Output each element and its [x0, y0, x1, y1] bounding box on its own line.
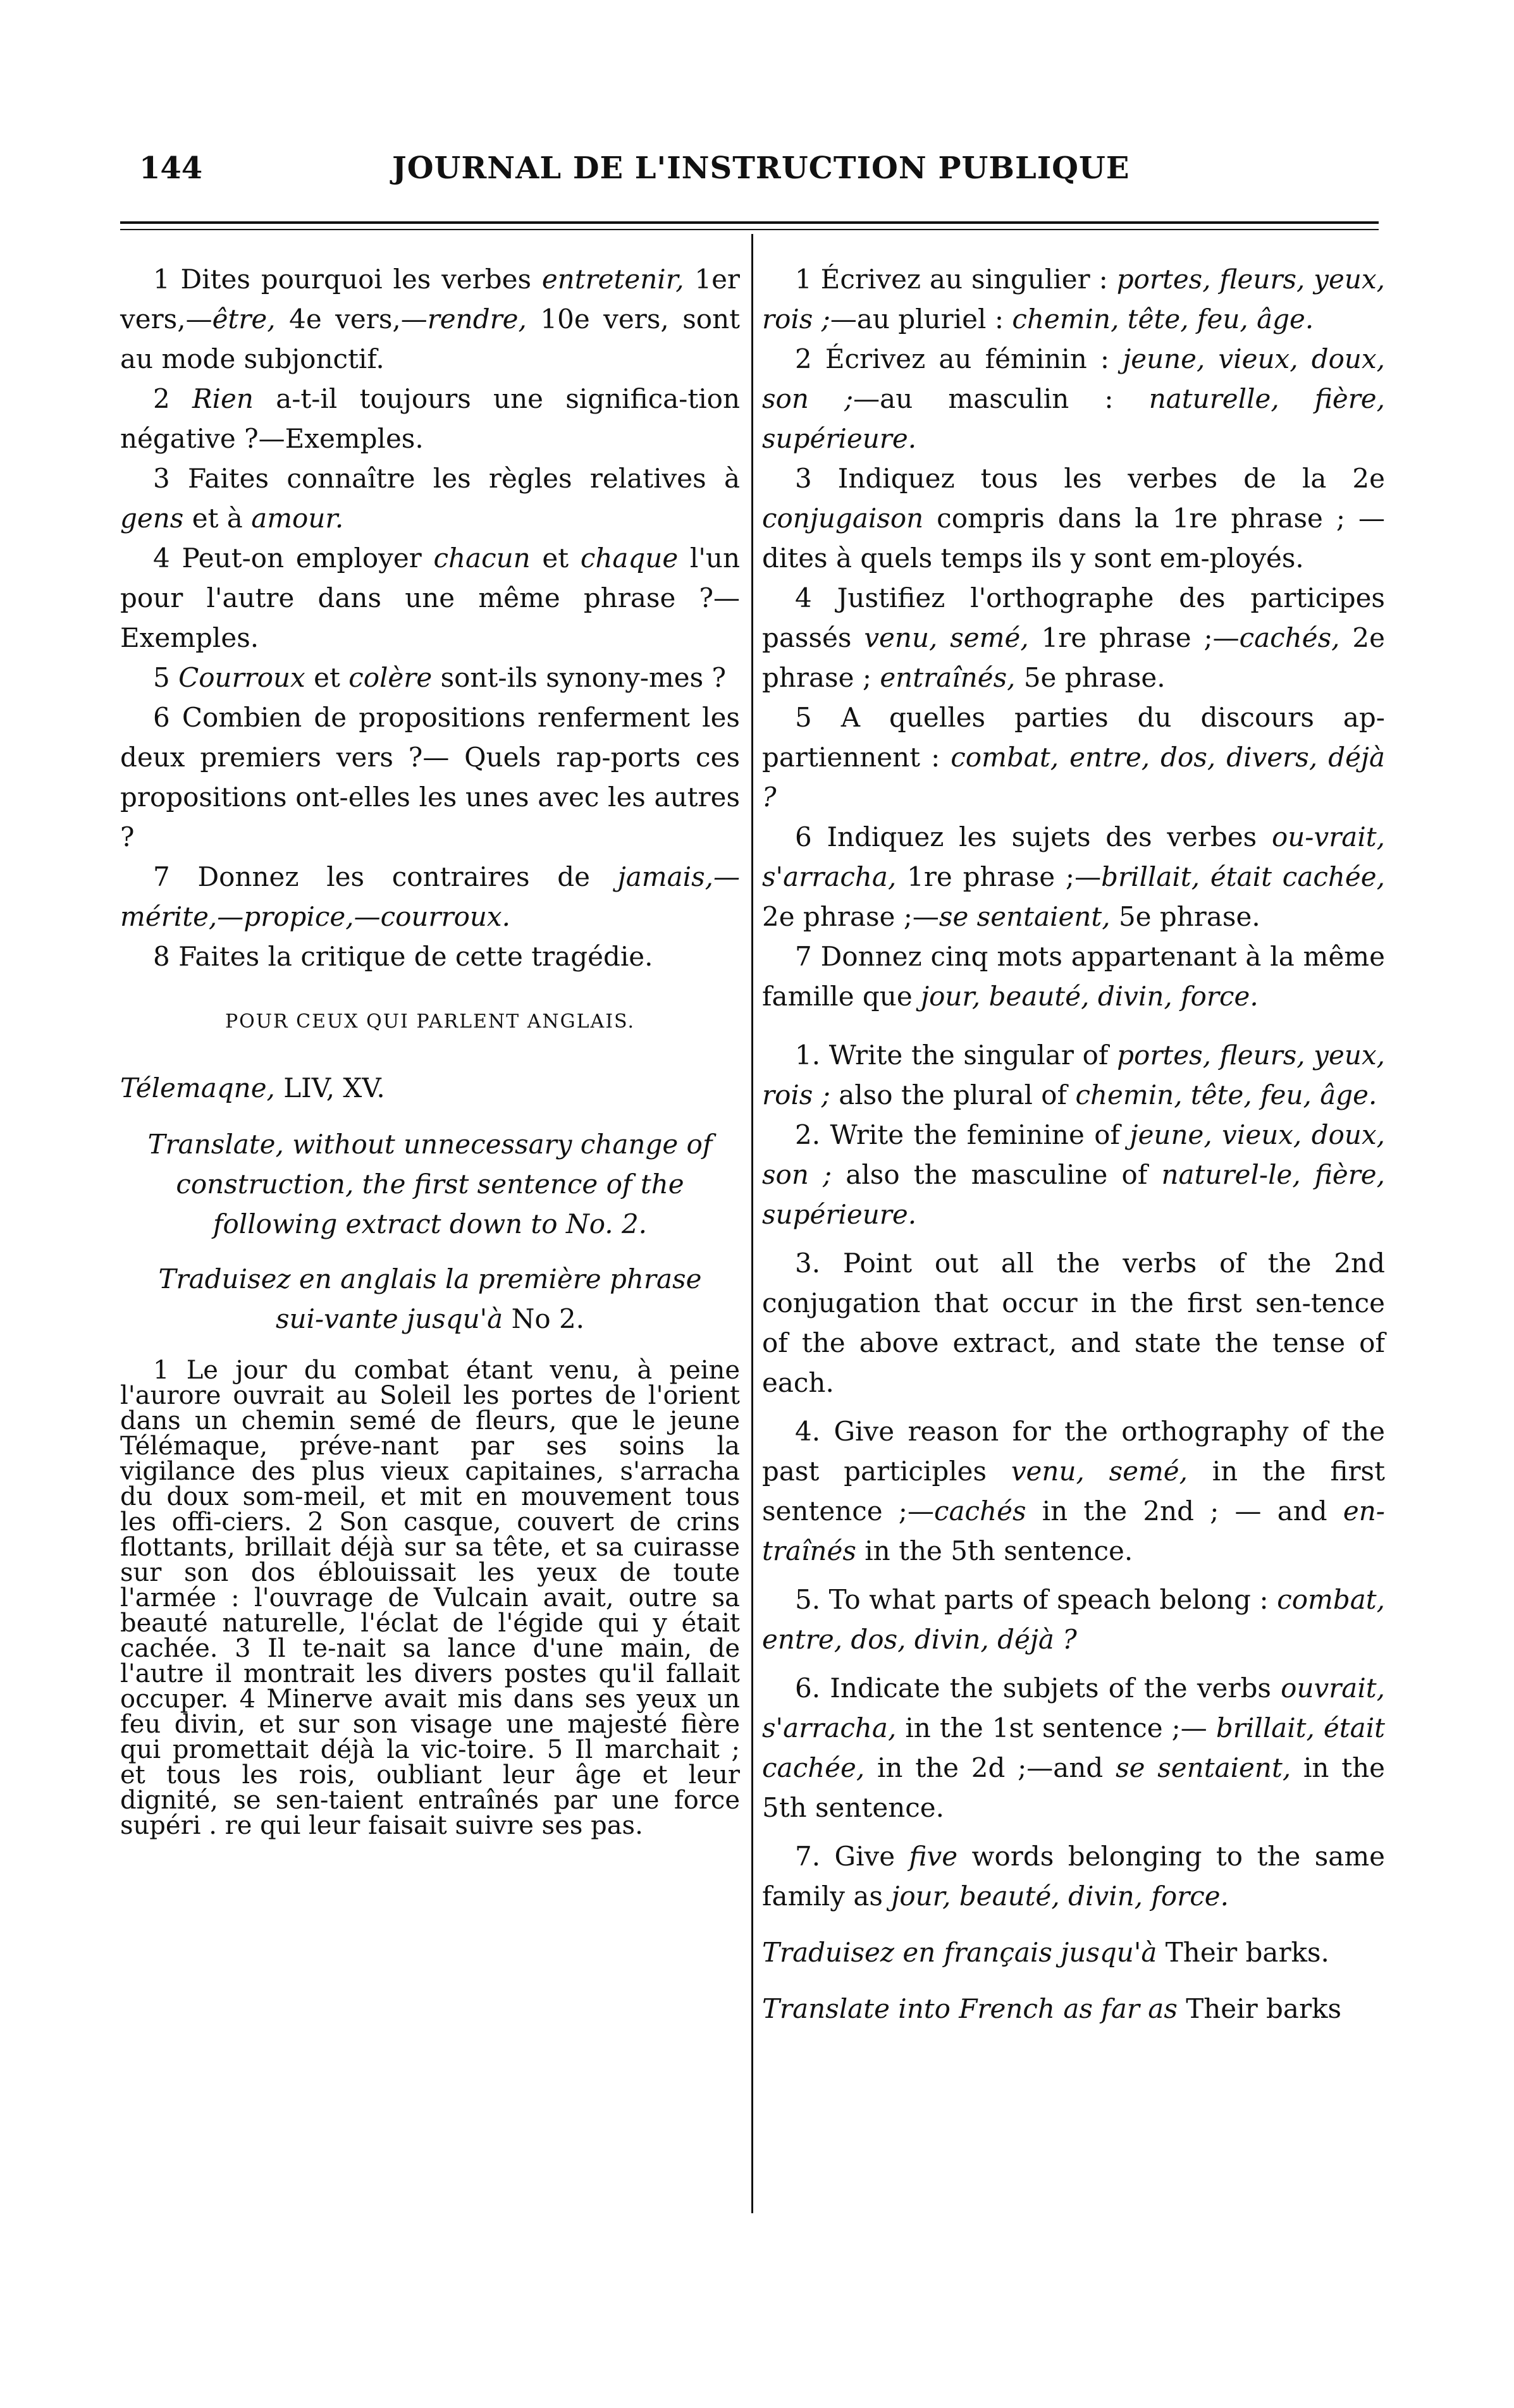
- question-7: 7 Donnez les contraires de jamais,—mérite,—propice,—courroux.: [120, 861, 740, 932]
- question-5: 5 Courroux et colère sont-ils synony-mes ?: [153, 662, 726, 693]
- english-question-4: 4. Give reason for the orthography of the past participles venu, semé, in the first sentence ;—cachés in the 2nd ; — and en-traînés in the 5th sentence.: [762, 1416, 1385, 1566]
- column-divider: [751, 234, 753, 2213]
- page-header: [114, 145, 1366, 202]
- english-question-6: 6. Indicate the subjets of the verbs ouvrait, s'arracha, in the 1st sentence ;— brillait, était cachée, in the 2d ;—and se sentaient, in the 5th sentence.: [762, 1673, 1386, 1823]
- question-8: 8 Faites la critique de cette tragédie.: [153, 941, 653, 972]
- english-question-5: 5. To what parts of speach belong : combat, entre, dos, divin, déjà ?: [762, 1584, 1385, 1655]
- translate-instruction-en: Translate, without unnecessary change of construction, the first sentence of the following extract down to No. 2.: [147, 1129, 713, 1239]
- french-question-7: 7 Donnez cinq mots appartenant à la même famille que jour, beauté, divin, force.: [762, 941, 1385, 1012]
- question-1: 1 Dites pourquoi les verbes entretenir, 1er vers,—être, 4e vers,—rendre, 10e vers, sont au mode subjonctif.: [120, 264, 740, 374]
- translate-to-french-fr: Traduisez en français jusqu'à Their barks.: [762, 1937, 1329, 1968]
- header-rule: [120, 221, 1379, 224]
- english-question-7: 7. Give five words belonging to the same family as jour, beauté, divin, force.: [762, 1841, 1385, 1912]
- spacer: [762, 1234, 1385, 1243]
- french-question-4: 4 Justifiez l'orthographe des participes passés venu, semé, 1re phrase ;—cachés, 2e phrase ; entraînés, 5e phrase.: [762, 582, 1385, 693]
- english-question-1: 1. Write the singular of portes, fleurs, yeux, rois ; also the plural of chemin, tête, feu, âge.: [762, 1040, 1385, 1110]
- spacer: [762, 1828, 1385, 1836]
- telemaque-reference: Télemaqne, LIV, XV.: [120, 1072, 385, 1103]
- french-question-1: 1 Écrivez au singulier : portes, fleurs, yeux, rois ;—au pluriel : chemin, tête, feu, âge.: [762, 264, 1385, 335]
- translate-instruction-fr: Traduisez en anglais la première phrase sui-vante jusqu'à No 2.: [158, 1263, 702, 1334]
- french-question-2: 2 Écrivez au féminin : jeune, vieux, doux, son ;—au masculin : naturelle, fière, supérieure.: [762, 343, 1386, 454]
- english-question-3: 3. Point out all the verbs of the 2nd conjugation that occur in the first sen-tence of the above extract, and state the tense of each.: [762, 1248, 1385, 1398]
- question-2: 2 Rien a-t-il toujours une significa-tion négative ?—Exemples.: [120, 383, 740, 454]
- french-question-5: 5 A quelles parties du discours ap-partiennent : combat, entre, dos, divers, déjà ?: [762, 702, 1385, 813]
- translate-to-french-en: Translate into French as far as Their barks: [762, 1993, 1342, 2024]
- section-heading: POUR CEUX QUI PARLENT ANGLAIS.: [225, 1010, 636, 1033]
- question-4: 4 Peut-on employer chacun et chaque l'un pour l'autre dans une même phrase ?—Exemples.: [120, 543, 740, 653]
- spacer: [762, 1571, 1385, 1580]
- header-rule-thin: [120, 229, 1379, 230]
- question-6: 6 Combien de propositions renferment les deux premiers vers ?— Quels rap-ports ces propositions ont-elles les unes avec les autres ?: [120, 702, 740, 852]
- question-3: 3 Faites connaître les règles relatives à gens et à amour.: [120, 463, 741, 534]
- spacer: [762, 1403, 1385, 1411]
- page-number: 144: [139, 150, 203, 186]
- journal-title: JOURNAL DE L'INSTRUCTION PUBLIQUE: [392, 150, 1130, 186]
- english-question-2: 2. Write the feminine of jeune, vieux, doux, son ; also the masculine of naturel-le, fière, supérieure.: [762, 1119, 1385, 1230]
- french-question-3: 3 Indiquez tous les verbes de la 2e conjugaison compris dans la 1re phrase ; —dites à quels temps ils y sont em-ployés.: [762, 463, 1385, 574]
- left-column: [120, 259, 740, 1838]
- french-question-6: 6 Indiquez les sujets des verbes ou-vrait, s'arracha, 1re phrase ;—brillait, était cachée, 2e phrase ;—se sentaient, 5e phrase.: [762, 821, 1386, 932]
- spacer: [762, 1659, 1385, 1668]
- spacer: [762, 1016, 1385, 1035]
- right-column: [762, 259, 1385, 2029]
- telemaque-passage: 1 Le jour du combat étant venu, à peine l'aurore ouvrait au Soleil les portes de l'orient dans un chemin semé de fleurs, que le jeune Télémaque, préve-nant par ses soins la vigilance des plus vieux capitaines, s'arracha du doux som-meil, et mit en mouvement tous les offi-ciers. 2 Son casque, couvert de crins flottants, brillait déjà sur sa tête, et sa cuirasse sur son dos éblouissait les yeux de toute l'armée : l'ouvrage de Vulcain avait, outre sa beauté naturelle, l'éclat de l'égide qui y était cachée. 3 Il te-nait sa lance d'une main, de l'autre il montrait les divers postes qu'il fallait occuper. 4 Minerve avait mis dans ses yeux un feu divin, et sur son visage une majesté fière qui promettait déjà la vic-toire. 5 Il marchait ; et tous les rois, oubliant leur âge et leur dignité, se sen-taient entraînés par une force supéri . re qui leur faisait suivre ses pas.: [120, 1356, 740, 1840]
